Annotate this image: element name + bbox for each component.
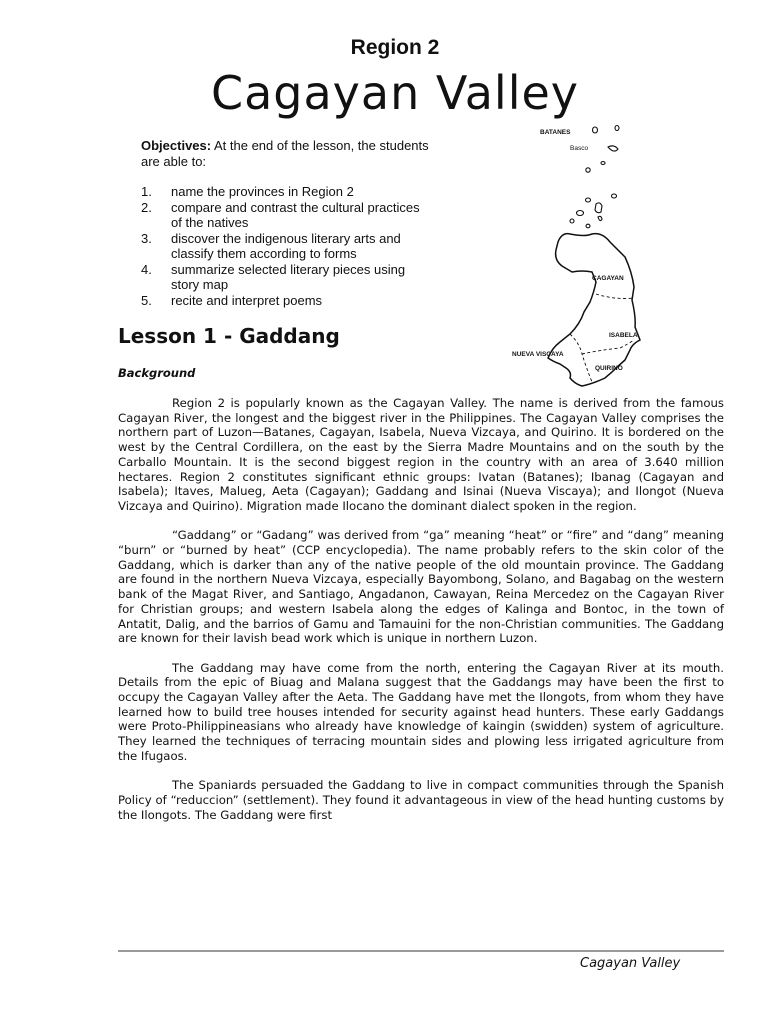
objective-number: 4. (141, 261, 152, 277)
objective-text: compare and contrast the cultural practices of the natives (171, 199, 420, 230)
body-paragraph: The Spaniards persuaded the Gaddang to live in compact communities through the Spanish Policy of “reduccion” (settlement). They found it advantageous in view of the head hunting customs by the Ilongots. The Gaddang were first (118, 778, 724, 822)
map-label-nueva-vizcaya: NUEVA VISCAYA (512, 351, 564, 358)
map-label-quirino: QUIRINO (595, 365, 623, 372)
objective-number: 2. (141, 199, 152, 215)
page-title: Cagayan Valley (210, 66, 580, 120)
objective-text: name the provinces in Region 2 (171, 184, 354, 199)
objectives-lead-text: At the end of the lesson, the students are able to: (141, 138, 429, 169)
objective-item (141, 184, 431, 200)
map-label-isabela: ISABELA (609, 332, 638, 339)
objectives-lead (141, 138, 431, 169)
objective-text: discover the indigenous literary arts and classify them according to forms (171, 230, 401, 261)
batanes-islands (570, 126, 619, 228)
objectives-label: Objectives: (141, 138, 212, 153)
map-label-basco: Basco (570, 145, 589, 152)
body-paragraph: Region 2 is popularly known as the Cagayan Valley. The name is derived from the famous Cagayan River, the longest and the biggest river in the Philippines. The Cagayan Valley comprises the northern part of Luzon—Batanes, Cagayan, Isabela, Nueva Vizcaya, and Quirino. It is bordered on the west by the Central Cordillera, on the east by the Sierra Madre Mountains and on the south by the Carballo Mountain. It is the second biggest region in the country with an area of 3.640 million hectares. Region 2 constitutes significant ethnic groups: Ivatan (Batanes); Ibanag (Cagayan and Isabela); Itaves, Malueg, Aeta (Cagayan); Gaddang and Isinai (Nueva Viscaya); and Ilongot (Nueva Vizcaya and Quirino). Migration made Ilocano the dominant dialect spoken in the region. (118, 396, 724, 513)
footer-divider (118, 950, 724, 952)
objective-item (141, 262, 431, 293)
body-text (118, 396, 724, 837)
footer-title: Cagayan Valley (580, 956, 681, 971)
objective-number: 5. (141, 292, 152, 308)
objectives-list (141, 184, 431, 308)
map-label-cagayan: CAGAYAN (592, 275, 624, 282)
region-map (420, 122, 660, 392)
body-paragraph: “Gaddang” or “Gadang” was derived from “ga” meaning “heat” or “fire” and “dang” meaning “burn” or “burned by heat” (CCP encyclopedia). The name probably refers to the skin color of the Gaddang, which is darker than any of the native people of the old mountain province. The Gaddang are found in the northern Nueva Vizcaya, especially Bayombong, Solano, and Bagabag on the western bank of the Magat River, and Santiago, Angadanon, Cawayan, Reina Mercedez on the Cagayan River for Christian groups; and western Isabela along the edges of Kalinga and Bontoc, in the town of Antatit, Dalig, and the barrios of Gamu and Tamauini for the non-Christian communities. The Gaddang are known for their lavish bead work which is unique in northern Luzon. (118, 528, 724, 646)
region-outline (548, 234, 640, 386)
objective-item (141, 293, 431, 309)
map-label-batanes: BATANES (540, 129, 571, 136)
body-paragraph: The Gaddang may have come from the north, entering the Cagayan River at its mouth. Details from the epic of Biuag and Malana suggest that the Gaddangs may have been the first to occupy the Cagayan Valley after the Aeta. The Gaddang have met the Ilongots, from whom they have learned how to build tree houses intended for security against head hunters. These early Gaddangs were Proto-Philippineasians who already have knowledge of kaingin (swidden) system of agriculture. They learned the techniques of terracing mountain sides and plowing less irrigated agriculture from the Ifugaos. (118, 660, 724, 763)
lesson-title: Lesson 1 - Gaddang (118, 324, 340, 348)
background-heading: Background (118, 366, 196, 380)
objective-item (141, 200, 431, 231)
objective-text: recite and interpret poems (171, 292, 323, 308)
region-label: Region 2 (350, 36, 440, 59)
objective-text: summarize selected literary pieces using story map (171, 261, 406, 292)
objective-number: 3. (141, 230, 152, 246)
objective-number: 1. (141, 184, 152, 199)
objective-item (141, 231, 431, 262)
objectives-block (141, 138, 431, 308)
